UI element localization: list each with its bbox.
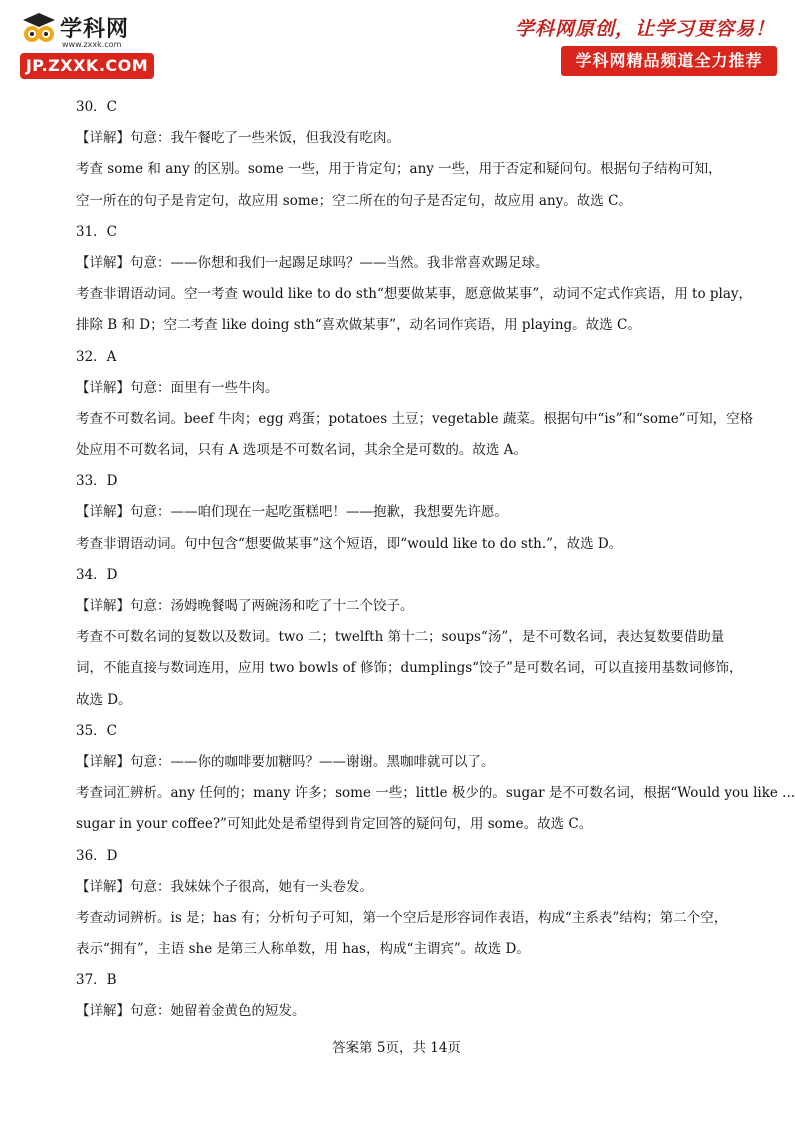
- logo-url: www.zxxk.com: [62, 40, 122, 49]
- slogan: 学科网原创，让学习更容易！: [514, 18, 775, 40]
- page-footer: 答案第 5页，共 14页: [332, 1040, 461, 1056]
- text-line: 37．B: [76, 972, 117, 989]
- logo[interactable]: [18, 10, 158, 80]
- text-line: 排除 B 和 D；空二考查 like doing sth“喜欢做某事”，动名词作宾语，用 playing。故选 C。: [76, 317, 641, 334]
- text-line: 【详解】句意：我午餐吃了一些米饭，但我没有吃肉。: [76, 130, 400, 147]
- text-line: 空一所在的句子是肯定句，故应用 some；空二所在的句子是否定句，故应用 any。故选 C。: [76, 192, 632, 209]
- text-line: 考查 some 和 any 的区别。some 一些，用于肯定句；any 一些，用于否定和疑问句。根据句子结构可知，: [76, 161, 722, 178]
- text-line: 【详解】句意：——你的咖啡要加糖吗？——谢谢。黑咖啡就可以了。: [76, 753, 495, 770]
- text-line: 故选 D。: [76, 691, 132, 708]
- text-line: 考查动词辨析。is 是；has 有；分析句子可知，第一个空后是形容词作表语，构成“主系表”结构；第二个空，: [76, 909, 728, 926]
- promo-banner[interactable]: 学科网精品频道全力推荐: [561, 46, 777, 76]
- logo-badge: JP.ZXXK.COM: [20, 53, 154, 79]
- text-line: 32．A: [76, 348, 117, 365]
- text-line: 考查非谓语动词。句中包含“想要做某事”这个短语，即“would like to do sth.”，故选 D。: [76, 535, 623, 552]
- text-line: 处应用不可数名词，只有 A 选项是不可数名词，其余全是可数的。故选 A。: [76, 442, 527, 459]
- text-line: 【详解】句意：面里有一些牛肉。: [76, 379, 279, 396]
- page-header: [0, 0, 793, 90]
- text-line: 35．C: [76, 722, 118, 739]
- text-line: 31．C: [76, 223, 118, 240]
- text-line: 【详解】句意：汤姆晚餐喝了两碗汤和吃了十二个饺子。: [76, 598, 414, 614]
- text-line: 考查不可数名词。beef 牛肉；egg 鸡蛋；potatoes 土豆；vegetable 蔬菜。根据句中“is”和“some”可知，空格: [76, 410, 754, 427]
- text-line: sugar in your coffee?”可知此处是希望得到肯定回答的疑问句，用 some。故选 C。: [76, 816, 593, 833]
- text-line: 30．C: [76, 99, 118, 115]
- answer-content: [76, 92, 795, 1028]
- text-line: 【详解】句意：她留着金黄色的短发。: [76, 1003, 306, 1020]
- text-line: 【详解】句意：——你想和我们一起踢足球吗？——当然。我非常喜欢踢足球。: [76, 254, 549, 271]
- owl-icon: [22, 12, 56, 46]
- text-line: 表示“拥有”，主语 she 是第三人称单数，用 has，构成“主谓宾”。故选 D。: [76, 941, 530, 958]
- logo-text: 学科网: [60, 17, 130, 42]
- text-line: 考查不可数名词的复数以及数词。two 二；twelfth 第十二；soups“汤”，是不可数名词，表达复数要借助量: [76, 629, 725, 646]
- text-line: 【详解】句意：——咱们现在一起吃蛋糕吧！——抱歉，我想要先许愿。: [76, 504, 508, 521]
- text-line: 考查非谓语动词。空一考查 would like to do sth“想要做某事，愿意做某事”，动词不定式作宾语，用 to play，: [76, 286, 753, 303]
- text-line: 词，不能直接与数词连用，应用 two bowls of 修饰；dumplings“饺子”是可数名词，可以直接用基数词修饰，: [76, 660, 743, 677]
- text-line: 【详解】句意：我妹妹个子很高，她有一头卷发。: [76, 878, 373, 895]
- text-line: 33．D: [76, 473, 118, 490]
- text-line: 34．D: [76, 566, 118, 583]
- text-line: 36．D: [76, 847, 118, 864]
- logo-top: [18, 10, 158, 50]
- text-line: 考查词汇辨析。any 任何的；many 许多；some 一些；little 极少的。sugar 是不可数名词，根据“Would you like ...: [76, 785, 795, 802]
